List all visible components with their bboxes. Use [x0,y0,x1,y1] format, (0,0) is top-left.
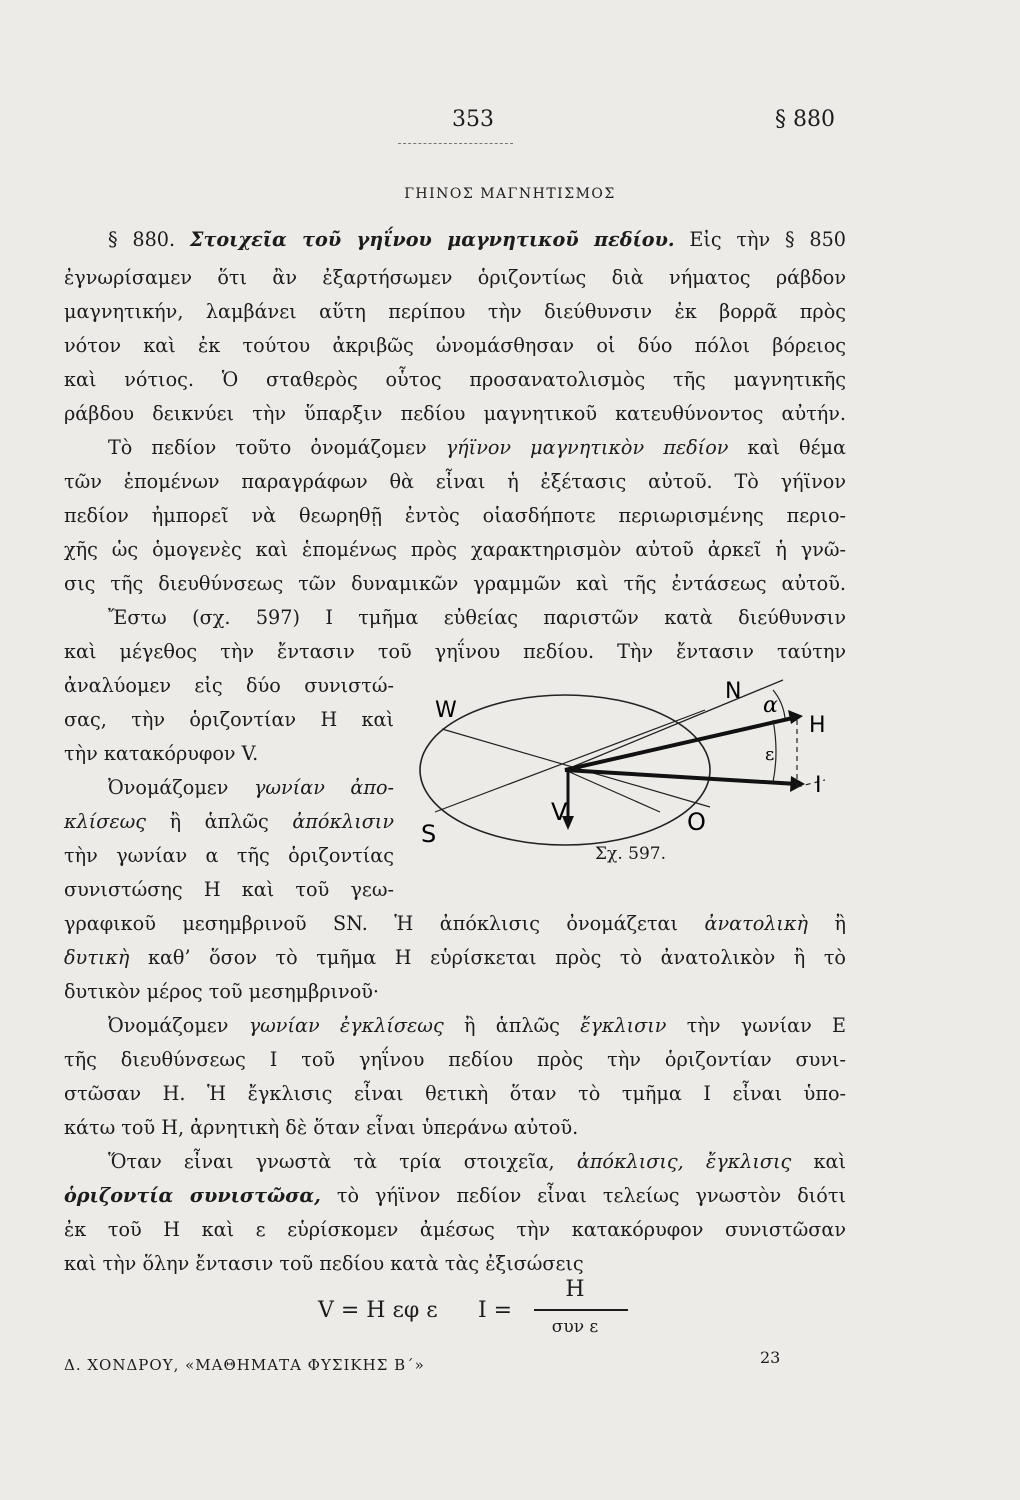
italic-term: κλίσεως [64,810,147,833]
text-line: καὶ νότιος. Ὁ σταθερὸς οὗτος προσανατολισμὸς τῆς μαγνητικῆς [64,368,846,391]
text-span: Τὸ πεδίον τοῦτο ὀνομάζομεν [108,436,427,459]
text-line: καὶ τὴν ὅλην ἔντασιν τοῦ πεδίου κατὰ τὰς ἐξισώσεις [64,1252,584,1275]
fraction-bar [534,1309,628,1311]
text-span: Ὀνομάζομεν [108,776,229,799]
text-line [64,914,846,933]
text-span: τὴν γωνίαν Ε [686,1014,847,1037]
text-line [64,1186,846,1205]
text-line: κάτω τοῦ Η, ἀρνητικὴ δὲ ὅταν εἶναι ὑπεράνω αὐτοῦ. [64,1116,579,1139]
text-line [108,1016,846,1035]
text-line: στῶσαν Η. Ἡ ἔγκλισις εἶναι θετικὴ ὅταν τὸ τμῆμα Ι εἶναι ὑπο- [64,1082,846,1105]
italic-term: ἀνατολικὴ [704,912,809,935]
text-line: νότον καὶ ἐκ τούτου ἀκριβῶς ὠνομάσθησαν οἱ δύο πόλοι βόρειος [64,334,846,357]
label-n: N [725,679,742,704]
section-number: § 880. [108,228,176,251]
italic-term: ἀπόκλισιν [292,810,394,833]
formula-intensity-lhs: Ι = [478,1298,513,1323]
text-span: Ὀνομάζομεν [108,1014,229,1037]
text-line: ἀναλύομεν εἰς δύο συνιστώ- [64,674,394,697]
fraction-numerator: Η [565,1277,585,1302]
text-line: πεδίον ἠμπορεῖ νὰ θεωρηθῇ ἐντὸς οἱασδήποτε περιωρισμένης περιο- [64,504,846,527]
italic-term: δυτικὴ [64,946,130,969]
text-span: τὸ γήϊνον πεδίον εἶναι τελείως γνωστὸν διότι [336,1184,846,1207]
text-line: τὴν γωνίαν α τῆς ὁριζοντίας [64,844,394,867]
text-line: καὶ μέγεθος τὴν ἔντασιν τοῦ γηΐνου πεδίου. Τὴν ἔντασιν ταύτην [64,640,846,663]
text-line: τὴν κατακόρυφον V. [64,742,259,765]
label-epsilon: ε [765,744,775,765]
label-h: H [809,713,826,738]
label-i: I [815,773,822,798]
text-line: ράβδου δεικνύει τὴν ὕπαρξιν πεδίου μαγνητικοῦ κατευθύνοντος αὐτήν. [64,402,846,425]
italic-term: γωνίαν ἀπο- [253,776,394,799]
text-line: Ἔστω (σχ. 597) Ι τμῆμα εὐθείας παριστῶν κατὰ διεύθυνσιν [108,606,846,629]
footer-author: Δ. ΧΟΝΔΡΟΥ, «ΜΑΘΗΜΑΤΑ ΦΥΣΙΚΗΣ Β΄» [64,1356,425,1374]
page-number-rule [398,143,513,144]
text-span: ἢ ἁπλῶς [169,810,269,833]
text-span: καὶ θέμα [747,436,846,459]
text-line [108,778,394,797]
label-v: V [551,798,568,826]
fraction-denominator: συν ε [551,1317,599,1337]
text-span: καὶ [813,1150,846,1173]
italic-term: ὁριζοντία συνιστῶσα, [64,1184,321,1207]
text-line: δυτικὸν μέρος τοῦ μεσημβρινοῦ· [64,980,380,1003]
text-line [64,812,394,831]
text-line: τῆς διευθύνσεως Ι τοῦ γηΐνου πεδίου πρὸς τὴν ὁριζοντίαν συνι- [64,1048,846,1071]
figure-caption: Σχ. 597. [595,844,666,864]
section-heading-line [108,230,846,249]
italic-term: ἀπόκλισις, ἔγκλισις [576,1150,792,1173]
text-line: τῶν ἑπομένων παραγράφων θὰ εἶναι ἡ ἐξέτασις αὐτοῦ. Τὸ γήϊνον [64,470,846,493]
section-first-line-rest: Εἰς τὴν § 850 [689,228,846,251]
text-line: συνιστώσης Η καὶ τοῦ γεω- [64,878,394,901]
text-line [64,948,846,967]
label-o: O [687,808,706,836]
i-vector [565,770,797,784]
text-line: χῆς ὡς ὁμογενὲς καὶ ἑπομένως πρὸς χαρακτηρισμὸν αὐτοῦ ἀρκεῖ ἡ γνῶ- [64,538,846,561]
formula-vertical-component: V = Η εφ ε [318,1298,438,1323]
text-span: καθ’ ὅσον τὸ τμῆμα Η εὑρίσκεται πρὸς τὸ ἀνατολικὸν ἢ τὸ [147,946,846,969]
section-reference: § 880 [775,107,835,132]
page-number: 353 [452,107,494,132]
text-line: μαγνητικήν, λαμβάνει αὕτη περίπου τὴν διεύθυνσιν ἐκ βορρᾶ πρὸς [64,300,846,323]
running-head: ΓΗΙΝΟΣ ΜΑΓΝΗΤΙΣΜΟΣ [404,186,616,202]
section-title: Στοιχεῖα τοῦ γηΐνου μαγνητικοῦ πεδίου. [189,228,675,251]
label-w: W [435,698,457,723]
north-line [565,680,783,770]
text-line [108,1152,846,1171]
text-line: σας, τὴν ὁριζοντίαν Η καὶ [64,708,394,731]
italic-term: γωνίαν ἐγκλίσεως [248,1014,444,1037]
h-arrowhead [788,710,803,724]
text-line [108,438,846,457]
text-line: ἐκ τοῦ Η καὶ ε εὑρίσκομεν ἀμέσως τὴν κατακόρυφον συνιστῶσαν [64,1218,846,1241]
italic-term: γήϊνον μαγνητικὸν πεδίον [445,436,729,459]
label-s: S [421,820,437,848]
footer-signature: 23 [760,1348,781,1367]
italic-term: ἔγκλισιν [580,1014,667,1037]
text-span: γραφικοῦ μεσημβρινοῦ SN. Ἡ ἀπόκλισις ὀνομάζεται [64,912,679,935]
meridian-line-sn [435,710,705,812]
label-alpha: α [763,693,778,718]
text-line: σις τῆς διευθύνσεως τῶν δυναμικῶν γραμμῶν καὶ τῆς ἐντάσεως αὐτοῦ. [64,572,846,595]
text-line: ἐγνωρίσαμεν ὅτι ἂν ἐξαρτήσωμεν ὁριζοντίως διὰ νήματος ράβδον [64,266,846,289]
formula-fraction [522,1277,628,1347]
text-span: ἢ ἁπλῶς [463,1014,560,1037]
text-span: ἢ [834,912,846,935]
text-span: Ὅταν εἶναι γνωστὰ τὰ τρία στοιχεῖα, [108,1150,555,1173]
